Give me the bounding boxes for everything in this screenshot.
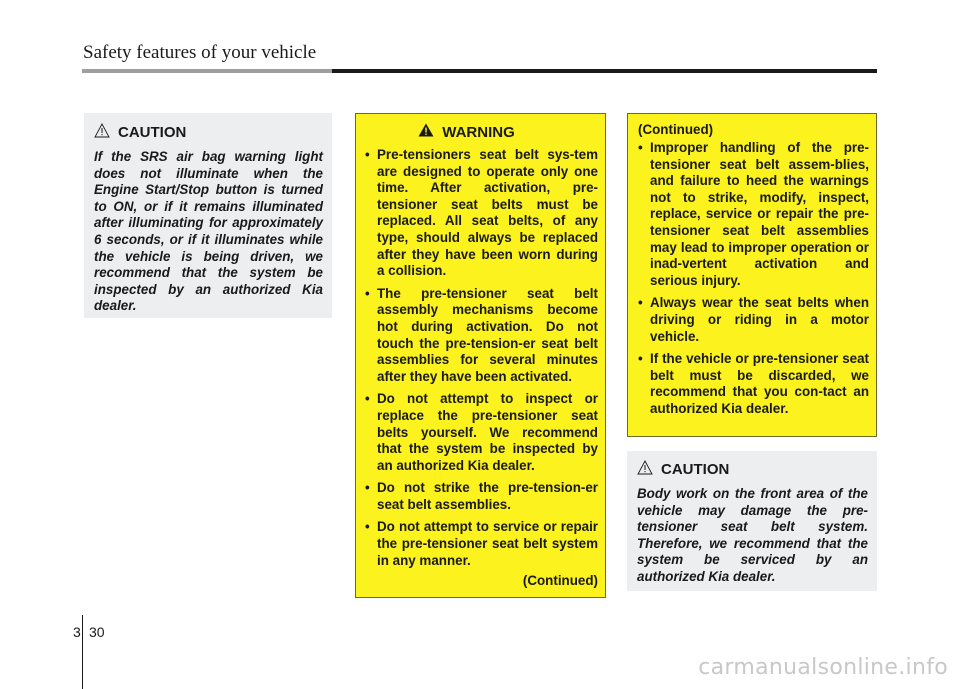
list-item: • Always wear the seat belts when driving or riding in a motor vehicle. xyxy=(638,295,869,344)
caution-heading xyxy=(94,123,323,142)
list-item: • The pre-tensioner seat belt assembly mechanisms become hot during activation. Do not touch the pre-tension-er seat belt assemblies for several minutes after they have been activated. xyxy=(365,285,598,384)
warning-cont-list xyxy=(638,140,869,418)
warning-box-pretensioner xyxy=(355,113,606,598)
list-item: • Improper handling of the pre-tensioner seat belt assem-blies, and failure to heed the warnings not to strike, modify, inspect, replace, service or repair the pre-tensioner seat belt assemblies may lead to improper operation or inad-vertent activation and serious injury. xyxy=(638,140,869,288)
warning-heading-text: WARNING xyxy=(442,123,515,141)
caution-box-bodywork xyxy=(627,451,877,591)
page-header-title: Safety features of your vehicle xyxy=(83,42,317,63)
warning-heading xyxy=(365,123,598,141)
warning-triangle-icon xyxy=(418,123,434,141)
footer-divider xyxy=(82,615,83,689)
continued-heading: (Continued) xyxy=(638,122,714,137)
list-item: • Do not attempt to service or repair the pre-tensioner seat belt system in any manner. xyxy=(365,519,598,568)
caution-triangle-icon xyxy=(637,460,653,479)
caution-heading xyxy=(637,460,868,479)
section-number: 3 xyxy=(73,624,81,640)
list-item: • Do not attempt to inspect or replace the pre-tensioner seat belts yourself. We recommend that the system be inspected by an authorized Kia dealer. xyxy=(365,391,598,473)
watermark: carmanualsonline.info xyxy=(698,655,948,680)
list-item: • If the vehicle or pre-tensioner seat belt must be discarded, we recommend that you con-tact an authorized Kia dealer. xyxy=(638,351,869,416)
caution-body-text: Body work on the front area of the vehicle may damage the pre-tensioner seat belt system. Therefore, we recommend that the system be serviced by an authorized Kia dealer. xyxy=(637,486,868,584)
list-item: • Do not strike the pre-tension-er seat belt assemblies. xyxy=(365,480,598,512)
list-item: • Pre-tensioners seat belt sys-tem are designed to operate only one time. After activation, pre-tensioner seat belts must be replaced. All seat belts, of any type, should always be replaced after they have been worn during a collision. xyxy=(365,147,598,279)
header-rule-gray xyxy=(82,69,332,73)
caution-box-airbag xyxy=(84,113,332,318)
continued-label: (Continued) xyxy=(522,573,598,589)
caution-heading-text: CAUTION xyxy=(661,461,730,478)
warning-list xyxy=(365,147,598,569)
warning-box-continued xyxy=(627,113,877,437)
caution-heading-text: CAUTION xyxy=(118,124,187,141)
page-number: 30 xyxy=(89,624,105,640)
caution-body-text: If the SRS air bag warning light does not illuminate when the Engine Start/Stop button is turned to ON, or if it remains illuminated after illuminating for approximately 6 seconds, or if it illuminates while the vehicle is being driven, we recommend that the system be inspected by an authorized Kia dealer. xyxy=(94,149,323,314)
caution-triangle-icon xyxy=(94,123,110,142)
header-rule-black xyxy=(332,69,877,73)
